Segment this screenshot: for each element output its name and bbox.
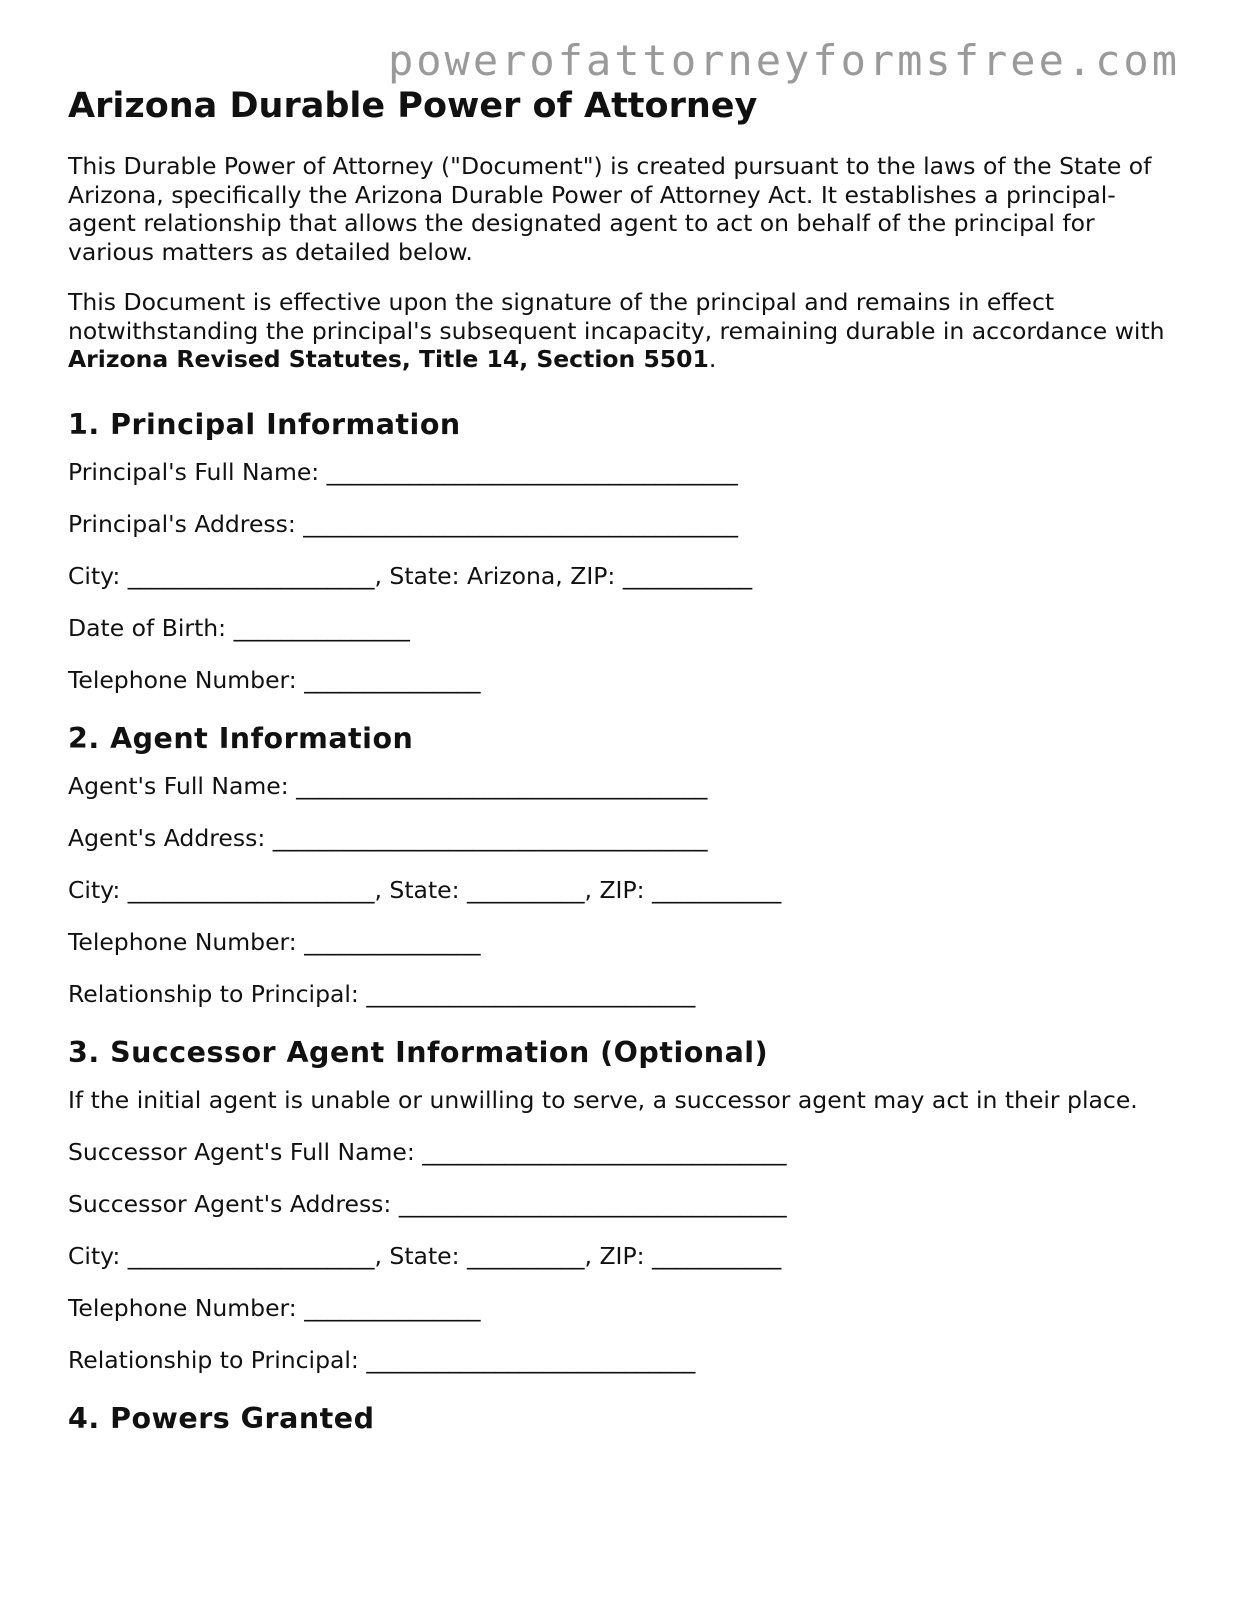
powers-heading: 4. Powers Granted [68, 1401, 375, 1435]
successor-relationship-field[interactable]: Relationship to Principal: ____________________________ [68, 1345, 696, 1374]
successor-address-field[interactable]: Successor Agent's Address: _________________________________ [68, 1189, 787, 1218]
principal-section [68, 408, 1178, 694]
agent-full-name-field[interactable]: Agent's Full Name: ___________________________________ [68, 771, 708, 800]
statute-reference: Arizona Revised Statutes, Title 14, Section 5501 [68, 345, 709, 373]
principal-phone-field[interactable]: Telephone Number: _______________ [68, 665, 481, 694]
agent-phone-field[interactable]: Telephone Number: _______________ [68, 927, 481, 956]
successor-full-name-field[interactable]: Successor Agent's Full Name: _______________________________ [68, 1137, 787, 1166]
successor-city-state-zip-field[interactable]: City: _____________________, State: __________, ZIP: ___________ [68, 1241, 782, 1270]
agent-section [68, 722, 1178, 1008]
intro-paragraph-1: This Durable Power of Attorney ("Document") is created pursuant to the laws of the State of Arizona, specifically the Arizona Durable Power of Attorney Act. It establishes a principal-agent relationship that allows the designated agent to act on behalf of the principal for various matters as detailed below. [68, 152, 1152, 266]
principal-city-state-zip-field[interactable]: City: _____________________, State: Arizona, ZIP: ___________ [68, 561, 753, 590]
agent-heading: 2. Agent Information [68, 721, 414, 755]
intro-paragraph-2 [68, 288, 1178, 374]
intro-paragraph-2-end: . [708, 345, 717, 373]
agent-city-state-zip-field[interactable]: City: _____________________, State: __________, ZIP: ___________ [68, 875, 782, 904]
successor-heading: 3. Successor Agent Information (Optional) [68, 1035, 769, 1069]
powers-section [68, 1402, 1178, 1436]
principal-heading: 1. Principal Information [68, 407, 461, 441]
document-title: Arizona Durable Power of Attorney [68, 86, 758, 126]
principal-address-field[interactable]: Principal's Address: _____________________________________ [68, 509, 739, 538]
principal-dob-field[interactable]: Date of Birth: _______________ [68, 613, 410, 642]
agent-relationship-field[interactable]: Relationship to Principal: ____________________________ [68, 979, 696, 1008]
successor-phone-field[interactable]: Telephone Number: _______________ [68, 1293, 481, 1322]
watermark: powerofattorneyformsfree.com [387, 36, 1180, 85]
principal-full-name-field[interactable]: Principal's Full Name: ___________________________________ [68, 457, 738, 486]
successor-section [68, 1036, 1178, 1374]
document-page [68, 86, 1178, 1452]
successor-note: If the initial agent is unable or unwilling to serve, a successor agent may act in their place. [68, 1085, 1138, 1114]
intro-paragraph-2-text: This Document is effective upon the signature of the principal and remains in effect notwithstanding the principal's subsequent incapacity, remaining durable in accordance with [68, 288, 1165, 345]
agent-address-field[interactable]: Agent's Address: _____________________________________ [68, 823, 708, 852]
